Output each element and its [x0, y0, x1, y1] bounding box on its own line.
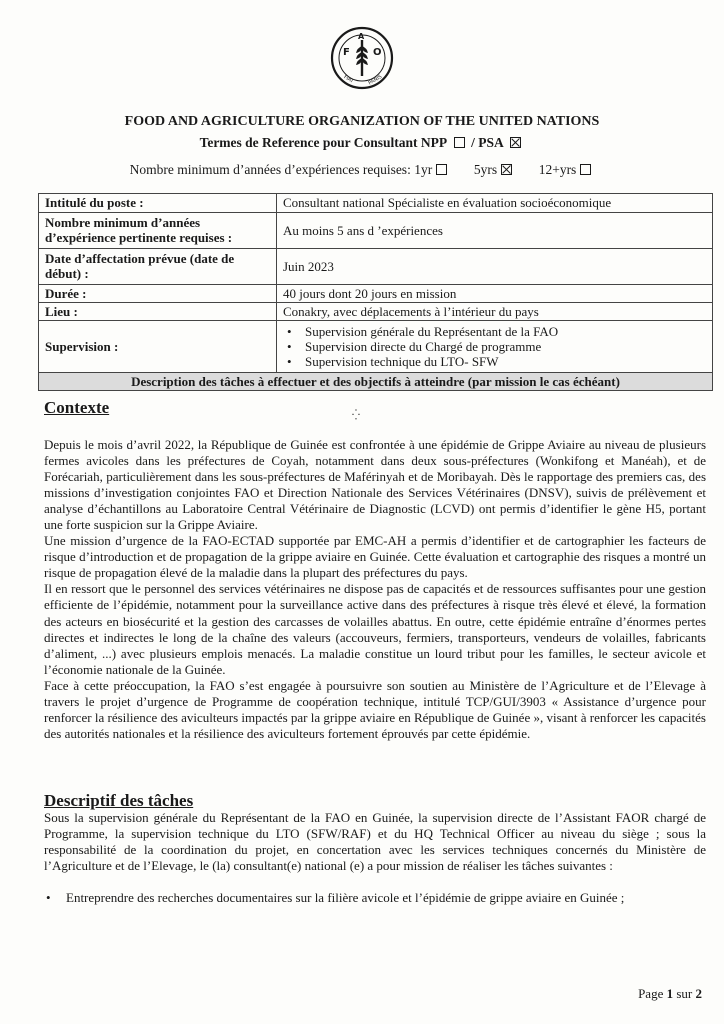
supervision-list-cell: [277, 321, 713, 373]
row-value: Conakry, avec déplacements à l’intérieur du pays: [277, 303, 713, 321]
description-header: Description des tâches à effectuer et des objectifs à atteindre (par mission le cas échéant): [39, 373, 713, 391]
page-number: [638, 986, 702, 1002]
job-info-table: [38, 193, 713, 391]
row-value: Au moins 5 ans d ’expériences: [277, 213, 713, 249]
svg-text:FIAT: FIAT: [342, 74, 355, 85]
list-item: • Entreprendre des recherches documentaires sur la filière avicole et l’épidémie de grippe aviaire en Guinée ;: [44, 890, 706, 906]
paragraph: Il en ressort que le personnel des services vétérinaires ne dispose pas de capacités et de ressources suffisantes pour une gestion efficiente de l’épidémie, notamment pour la surveillance active dans des préfectures à risque très élevé et élevé, la formation des acteurs en biosécurité et la gestion des carcasses de volailles abattus. En outre, cette épidémie entraîne d’énormes pertes directes et indirectes le long de la chaîne des valeurs (accouveurs, fermiers, transporteurs, vendeurs de volailles, fabricants d’aliment, ...) avec plusieurs emplois menacés. La maladie constitue un lourd tribut pour les familles, le secteur avicole et l’économie nationale de la Guinée.: [44, 581, 706, 677]
tor-title: [0, 135, 724, 151]
row-value: 40 jours dont 20 jours en mission: [277, 285, 713, 303]
page-prefix: Page: [638, 986, 664, 1001]
psa-checkbox-checked: [510, 137, 521, 148]
table-row: [39, 194, 713, 213]
option-1yr-checkbox: [436, 164, 447, 175]
row-label: Nombre minimum d’années d’expérience pertinente requises :: [39, 213, 277, 249]
list-item: • Supervision générale du Représentant de la FAO: [283, 324, 706, 339]
organization-title: FOOD AND AGRICULTURE ORGANIZATION OF THE UNITED NATIONS: [124, 114, 600, 129]
supervision-list: [283, 324, 706, 369]
paragraph: Une mission d’urgence de la FAO-ECTAD supportée par EMC-AH a permis d’identifier et de cartographier les facteurs de risque d’introduction et de propagation de la grippe aviaire en Guinée. Cette évaluation et cartographie des risques a montré un risque de propagation élevé de la maladie dans la plupart des préfectures du pays.: [44, 533, 706, 581]
option-12yrs-checkbox: [580, 164, 591, 175]
option-5yrs-label: 5yrs: [473, 162, 498, 177]
paragraph: Depuis le mois d’avril 2022, la République de Guinée est confrontée à une épidémie de Grippe Aviaire au niveau de plusieurs fermes avicoles dans les préfectures de Coyah, notamment dans deux sous-préfectures (Wonkifong et Manéah), et de Forécariah, particulièrement dans les sous-préfectures de Maférinyah et de Moribayah. Dès le rapportage des premiers cas, des missions d’investigation conjointes FAO et Direction Nationale des Services Vétérinaires (DNSV), suivis de prélèvement et analyse d’échantillons au Laboratoire Central Vétérinaire de Diagnostic (LCVD) ont permis d’identifier le gène H5, portant une forte suspicion sur la Grippe Aviaire.: [44, 437, 706, 533]
option-5yrs-checkbox: [501, 164, 512, 175]
experience-label: Nombre minimum d’années d’expériences requises:: [129, 162, 411, 177]
option-12yrs-label: 12+yrs: [538, 162, 577, 177]
table-row: [39, 213, 713, 249]
page-separator: sur: [676, 986, 693, 1001]
svg-text:O: O: [373, 47, 382, 58]
taches-list: [44, 890, 706, 906]
page-current: 1: [666, 986, 674, 1001]
option-1yr-label: 1yr: [414, 162, 433, 177]
row-label: Durée :: [39, 285, 277, 303]
row-label: Supervision :: [39, 321, 277, 373]
row-label: Date d’affectation prévue (date de début) :: [39, 249, 277, 285]
table-row: [39, 373, 713, 391]
fao-logo: [330, 26, 394, 90]
row-label: Intitulé du poste :: [39, 194, 277, 213]
taches-heading: Descriptif des tâches: [44, 791, 194, 810]
tor-prefix: Termes de Reference pour Consultant NPP: [199, 135, 447, 150]
table-row: [39, 303, 713, 321]
svg-text:F: F: [343, 47, 350, 58]
table-row: [39, 285, 713, 303]
svg-text:PANIS: PANIS: [367, 74, 384, 87]
page-total: 2: [695, 986, 702, 1001]
row-value: Consultant national Spécialiste en évaluation socioéconomique: [277, 194, 713, 213]
scan-speck: ⁛: [352, 410, 360, 421]
list-item: • Supervision technique du LTO- SFW: [283, 354, 706, 369]
row-value: Juin 2023: [277, 249, 713, 285]
svg-text:A: A: [358, 32, 365, 41]
paragraph: Face à cette préoccupation, la FAO s’est engagée à poursuivre son soutien au Ministère de l’Agriculture et de l’Elevage à travers le projet d’urgence de Programme de coopération technique, intitulé TCP/GUI/3903 « Assistance d’urgence pour renforcer la résilience des aviculteurs impactés par la grippe aviaire en République de Guinée », visant à renforcer les capacités des autorités nationales et la résilience des aviculteurs fortement éprouvés par cette épidémie.: [44, 677, 706, 741]
contexte-body: [44, 437, 706, 742]
list-item: • Supervision directe du Chargé de programme: [283, 339, 706, 354]
experience-requirement-line: [0, 162, 724, 178]
contexte-heading: Contexte: [44, 398, 110, 417]
tor-separator: / PSA: [471, 135, 504, 150]
table-row: [39, 321, 713, 373]
table-row: [39, 249, 713, 285]
taches-intro: Sous la supervision générale du Représentant de la FAO en Guinée, la supervision directe de l’Assistant FAOR chargé de Programme, la supervision technique du LTO (SFW/RAF) et du HQ Technical Officer au niveau du siège ; sous la responsabilité de la coordination du projet, en concertation avec les services techniques concernés du Ministère de l’Agriculture et de l’Elevage, le (la) consultant(e) national (e) a pour mission de réaliser les tâches suivantes :: [44, 810, 706, 874]
npp-checkbox-unchecked: [454, 137, 465, 148]
row-label: Lieu :: [39, 303, 277, 321]
